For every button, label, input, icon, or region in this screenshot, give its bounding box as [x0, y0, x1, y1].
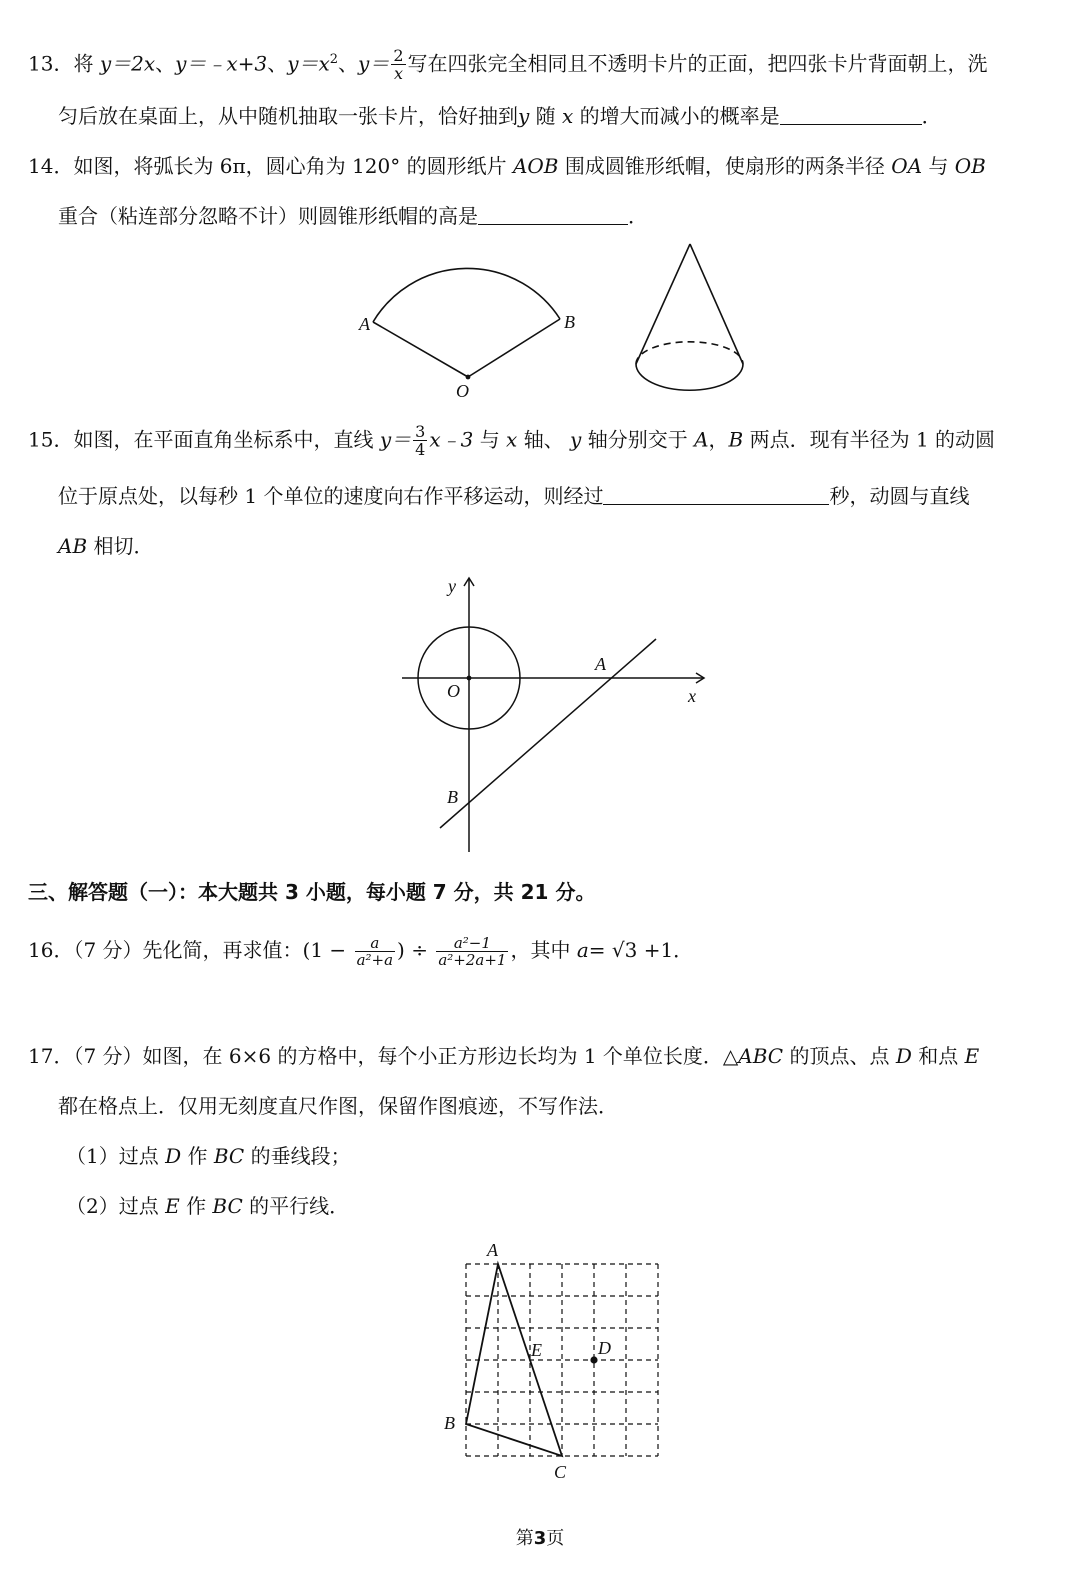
q17-sub1: （1）过点 D 作 BC 的垂线段；	[66, 1144, 351, 1168]
section3-heading: 三、解答题（一）：本大题共 3 小题，每小题 7 分，共 21 分。	[28, 880, 596, 904]
page-footer: 第3页	[515, 1528, 565, 1549]
point-D	[590, 1356, 597, 1363]
q15-coordinate-figure	[398, 572, 718, 858]
q13-number: 13．	[28, 51, 74, 76]
q16-number: 16．	[28, 938, 74, 962]
sector-radius-ob	[468, 319, 560, 377]
label-B: B	[444, 1413, 455, 1433]
q13-eq1: y＝2x	[99, 51, 156, 76]
q15-number: 15．	[28, 427, 74, 452]
origin-point	[467, 676, 472, 681]
label-O: O	[447, 681, 460, 701]
label-B: B	[564, 312, 575, 332]
cone-side-left	[636, 244, 690, 364]
q14-line1: 14．如图，将弧长为 6π，圆心角为 120° 的圆形纸片 AOB 围成圆锥形纸帽，使扇形的两条半径 OA 与 OB	[28, 154, 986, 178]
q13-eq4: y＝	[358, 51, 390, 76]
dashed-grid	[466, 1264, 658, 1456]
q17-sub2: （2）过点 E 作 BC 的平行线．	[66, 1194, 350, 1218]
q15-line2: 位于原点处，以每秒 1 个单位的速度向右作平移运动，则经过 秒，动圆与直线	[58, 484, 970, 508]
q13-eq3: y＝x	[287, 51, 330, 76]
q14-sector-figure	[355, 262, 595, 404]
q16-fraction-1: $\frac{a}{\text{a²+a}}$	[356, 933, 394, 969]
q13-answer-blank[interactable]	[780, 104, 922, 125]
q13-line2: 匀后放在桌面上，从中随机抽取一张卡片，恰好抽到y 随 x 的增大而减小的概率是 ．	[58, 104, 942, 128]
q15-line3: AB 相切．	[58, 534, 154, 558]
q13-line1: 13．将 y＝2x、y＝﹣x+3、$y=x^2$、y＝ $\frac{2}{x}$ 写在四张完全相同且不透明卡片的正面，把四张卡片背面朝上，洗	[28, 46, 988, 84]
q14-line2: 重合（粘连部分忽略不计）则圆锥形纸帽的高是 ．	[58, 204, 648, 228]
label-x: x	[688, 686, 696, 706]
q13-fraction: $\frac{2}{x}$	[393, 46, 404, 84]
q17-number: 17．	[28, 1044, 74, 1068]
q15-line1: 15．如图，在平面直角坐标系中，直线 y＝ $\frac{3}{4}$ x﹣3 与 x 轴、 y 轴分别交于 A，B 两点．现有半径为 1 的动圆	[28, 422, 996, 459]
sector-radius-oa	[373, 322, 468, 377]
label-A: A	[595, 654, 606, 674]
q15-answer-blank[interactable]	[603, 484, 829, 505]
label-B: B	[447, 787, 458, 807]
label-C: C	[554, 1462, 567, 1482]
label-E: E	[531, 1340, 542, 1360]
sector-arc	[373, 268, 560, 322]
q14-number: 14．	[28, 154, 74, 178]
line-AB	[440, 639, 656, 828]
label-A: A	[487, 1240, 498, 1260]
page-number: 3	[533, 1528, 547, 1549]
label-D: D	[598, 1338, 611, 1358]
label-y: y	[448, 576, 456, 596]
cone-base-back	[636, 342, 743, 364]
label-A: A	[359, 314, 370, 334]
q16-fraction-2: $\frac{\text{a²−1}}{\text{a²+2a+1}}$	[438, 933, 507, 969]
q16-line: 16．（7 分）先化简，再求值：(1 − $\frac{a}{\text{a²+a}}$ ) ÷ $\frac{\text{a²−1}}{\text{a²+2a+1}}$ ，其中 a= √3 +1．	[28, 933, 694, 969]
q13-eq2: y＝﹣x+3	[175, 51, 268, 76]
q15-fraction: $\frac{3}{4}$	[415, 422, 426, 459]
q17-line2: 都在格点上．仅用无刻度直尺作图，保留作图痕迹，不写作法．	[58, 1094, 618, 1118]
cone-base-front	[636, 364, 743, 390]
q14-answer-blank[interactable]	[478, 204, 628, 225]
q14-cone-figure	[630, 238, 750, 402]
q17-line1: 17．（7 分）如图，在 6×6 的方格中，每个小正方形边长均为 1 个单位长度．△ABC 的顶点、点 D 和点 E	[28, 1044, 980, 1068]
q17-grid-figure	[440, 1236, 670, 1486]
cone-side-right	[690, 244, 743, 364]
label-O: O	[456, 381, 469, 401]
sector-center-point	[466, 375, 471, 380]
